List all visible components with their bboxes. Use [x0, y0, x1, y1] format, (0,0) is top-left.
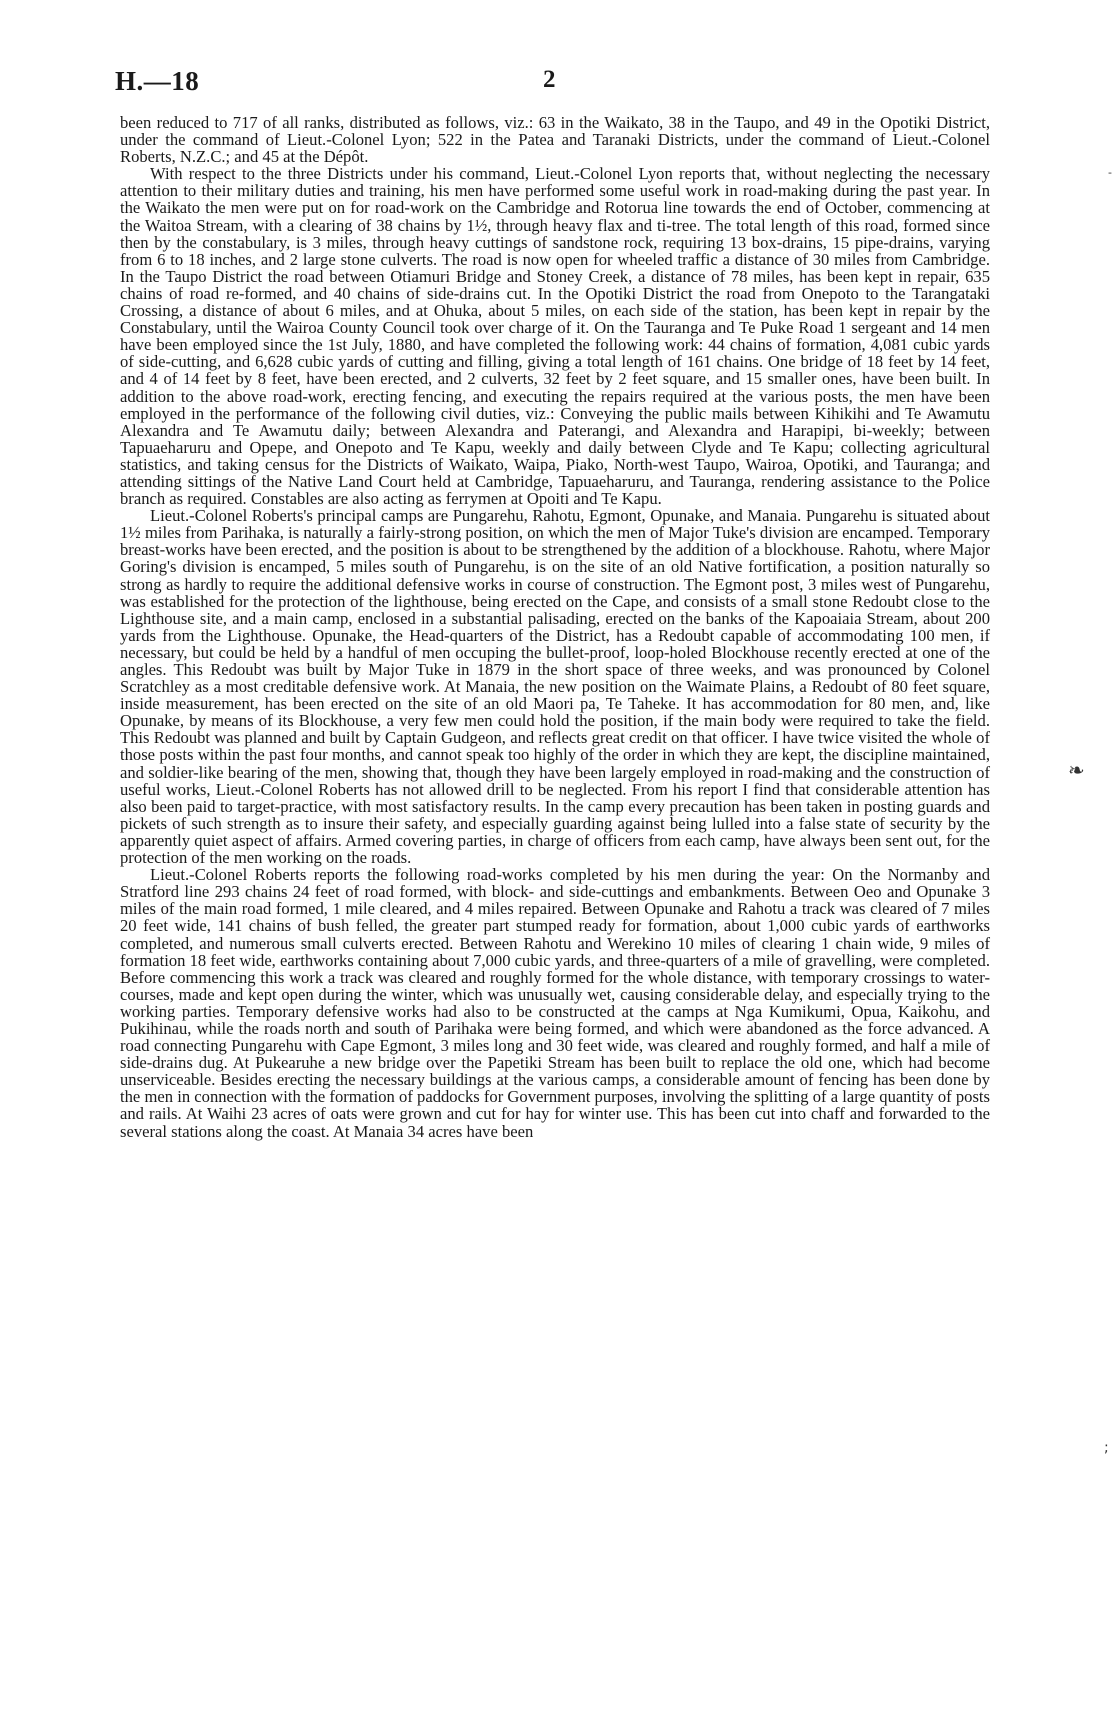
paragraph-2: With respect to the three Districts under his command, Lieut.-Colonel Lyon reports that, without neglecting the necessary attention to their military duties and training, his men have performed some useful work in road-making during the past year. In the Waikato the men were put on for road-work on the Cambridge and Rotorua line towards the end of October, commencing at the Waitoa Stream, with a clearing of 38 chains by 1½, through heavy flax and ti-tree. The total length of this road, formed since then by the constabulary, is 3 miles, through heavy cuttings of sandstone rock, requiring 13 box-drains, 15 pipe-drains, varying from 6 to 18 inches, and 2 large stone culverts. The road is now open for wheeled traffic a distance of 30 miles from Cambridge. In the Taupo District the road between Otiamuri Bridge and Stoney Creek, a distance of 78 miles, has been kept in repair, 635 chains of road re-formed, and 40 chains of side-drains cut. In the Opotiki District the road from Onepoto to the Tarangataki Crossing, a distance of about 6 miles, and at Ohuka, about 5 miles, on each side of the station, has been kept in repair by the Constabulary, until the Wairoa County Council took over charge of it. On the Tauranga and Te Puke Road 1 sergeant and 14 men have been employed since the 1st July, 1880, and have completed the following work: 44 chains of formation, 4,081 cubic yards of side-cutting, and 6,628 cubic yards of cutting and filling, giving a total length of 161 chains. One bridge of 18 feet by 14 feet, and 4 of 14 feet by 8 feet, have been erected, and 2 culverts, 32 feet by 2 feet square, and 15 smaller ones, have been built. In addition to the above road-work, erecting fencing, and executing the repairs required at the various posts, the men have been employed in the performance of the following civil duties, viz.: Conveying the public mails between Kihikihi and Te Awamutu Alexandra and Te Awamutu daily; between Alexandra and Paterangi, and Alexandra and Harapipi, bi-weekly; between Tapuaeharuru and Opepe, and Onepoto and Te Kapu, weekly and daily between Clyde and Te Kapu; collecting agricultural statistics, and taking census for the Districts of Waikato, Waipa, Piako, North-west Taupo, Wairoa, Opotiki, and Tauranga; and attending sittings of the Native Land Court held at Cambridge, Tapuaeharuru, and Tauranga, rendering assistance to the Police branch as required. Constables are also acting as ferrymen at Opoiti and Te Kapu. — [120, 164, 990, 509]
paragraph-4: Lieut.-Colonel Roberts reports the following road-works completed by his men during the year: On the Normanby and Stratford line 293 chains 24 feet of road formed, with block- and side-cuttings and embankments. Between Oeo and Opunake 3 miles of the main road formed, 1 mile cleared, and 4 miles repaired. Between Opunake and Rahotu a track was cleared of 7 miles 20 feet wide, 141 chains of bush felled, the greater part stumped ready for formation, about 1,000 cubic yards of earthworks completed, and numerous small culverts erected. Between Rahotu and Werekino 10 miles of clearing 1 chain wide, 9 miles of formation 18 feet wide, earthworks containing about 7,000 cubic yards, and three-quarters of a mile of gravelling, were completed. Before commencing this work a track was cleared and roughly formed for the whole distance, with temporary crossings to water-courses, made and kept open during the winter, which was unusually wet, causing considerable delay, and especially trying to the working parties. Temporary defensive works had also to be constructed at the camps at Nga Kumikumi, Opua, Kaikohu, and Pukihinau, while the roads north and south of Parihaka were being formed, and which were abandoned as the force advanced. A road connecting Pungarehu with Cape Egmont, 3 miles long and 30 feet wide, was cleared and roughly formed, and half a mile of side-drains dug. At Pukearuhe a new bridge over the Papetiki Stream has been built to replace the old one, which had become unserviceable. Besides erecting the necessary buildings at the various camps, a considerable amount of fencing has been done by the men in connection with the formation of paddocks for Government purposes, involving the splitting of a large quantity of posts and rails. At Waihi 23 acres of oats were grown and cut for hay for winter use. This has been cut into chaff and forwarded to the several stations along the coast. At Manaia 34 acres have been — [120, 865, 990, 1141]
page-header — [115, 66, 985, 96]
margin-mark: - — [1108, 166, 1112, 179]
document-id: H.—18 — [115, 66, 200, 96]
paragraph-3: Lieut.-Colonel Roberts's principal camps are Pungarehu, Rahotu, Egmont, Opunake, and Manaia. Pungarehu is situated about 1½ miles from Parihaka, is naturally a fairly-strong position, on which the men of Major Tuke's division are encamped. Temporary breast-works have been erected, and the position is about to be strengthened by the addition of a blockhouse. Rahotu, where Major Goring's division is encamped, 5 miles south of Pungarehu, is on the site of an old Native fortification, a position naturally so strong as hardly to require the additional defensive works in course of construction. The Egmont post, 3 miles west of Pungarehu, was established for the protection of the lighthouse, being erected on the Cape, and consists of a small stone Redoubt close to the Lighthouse site, and a main camp, enclosed in a substantial palisading, erected on the banks of the Kapoaiaia Stream, about 200 yards from the Lighthouse. Opunake, the Head-quarters of the District, has a Redoubt capable of accommodating 100 men, if necessary, but could be held by a handful of men occuping the bullet-proof, loop-holed Blockhouse recently erected at one of the angles. This Redoubt was built by Major Tuke in 1879 in the short space of three weeks, and was pronounced by Colonel Scratchley as a most creditable defensive work. At Manaia, the new position on the Waimate Plains, a Redoubt of 80 feet square, inside measurement, has been erected on the site of an old Maori pa, Te Taheke. It has accommodation for 80 men, and, like Opunake, by means of its Blockhouse, a very few men could hold the position, if the main body were required to take the field. This Redoubt was planned and built by Captain Gudgeon, and reflects great credit on that officer. I have twice visited the whole of those posts within the past four months, and cannot speak too highly of the order in which they are kept, the discipline maintained, and soldier-like bearing of the men, showing that, though they have been largely employed in road-making and the construction of useful works, Lieut.-Colonel Roberts has not allowed drill to be neglected. From his report I find that considerable attention has also been paid to target-practice, with most satisfactory results. In the camp every precaution has been taken in posting guards and pickets of such strength as to insure their safety, and especially guarding against being lulled into a false state of security by the apparently quiet aspect of affairs. Armed covering parties, in charge of officers from each camp, have always been sent out, for the protection of the men working on the roads. — [120, 506, 990, 868]
paragraph-1: been reduced to 717 of all ranks, distributed as follows, viz.: 63 in the Waikato, 38 in the Taupo, and 49 in the Opotiki District, under the command of Lieut.-Colonel Lyon; 522 in the Patea and Taranaki Districts, under the command of Lieut.-Colonel Roberts, N.Z.C.; and 45 at the Dépôt. — [120, 113, 990, 167]
body-text — [120, 114, 990, 1140]
page-number: 2 — [543, 66, 556, 93]
margin-mark: ❧ — [1068, 758, 1085, 782]
margin-mark: ; — [1104, 1440, 1109, 1456]
